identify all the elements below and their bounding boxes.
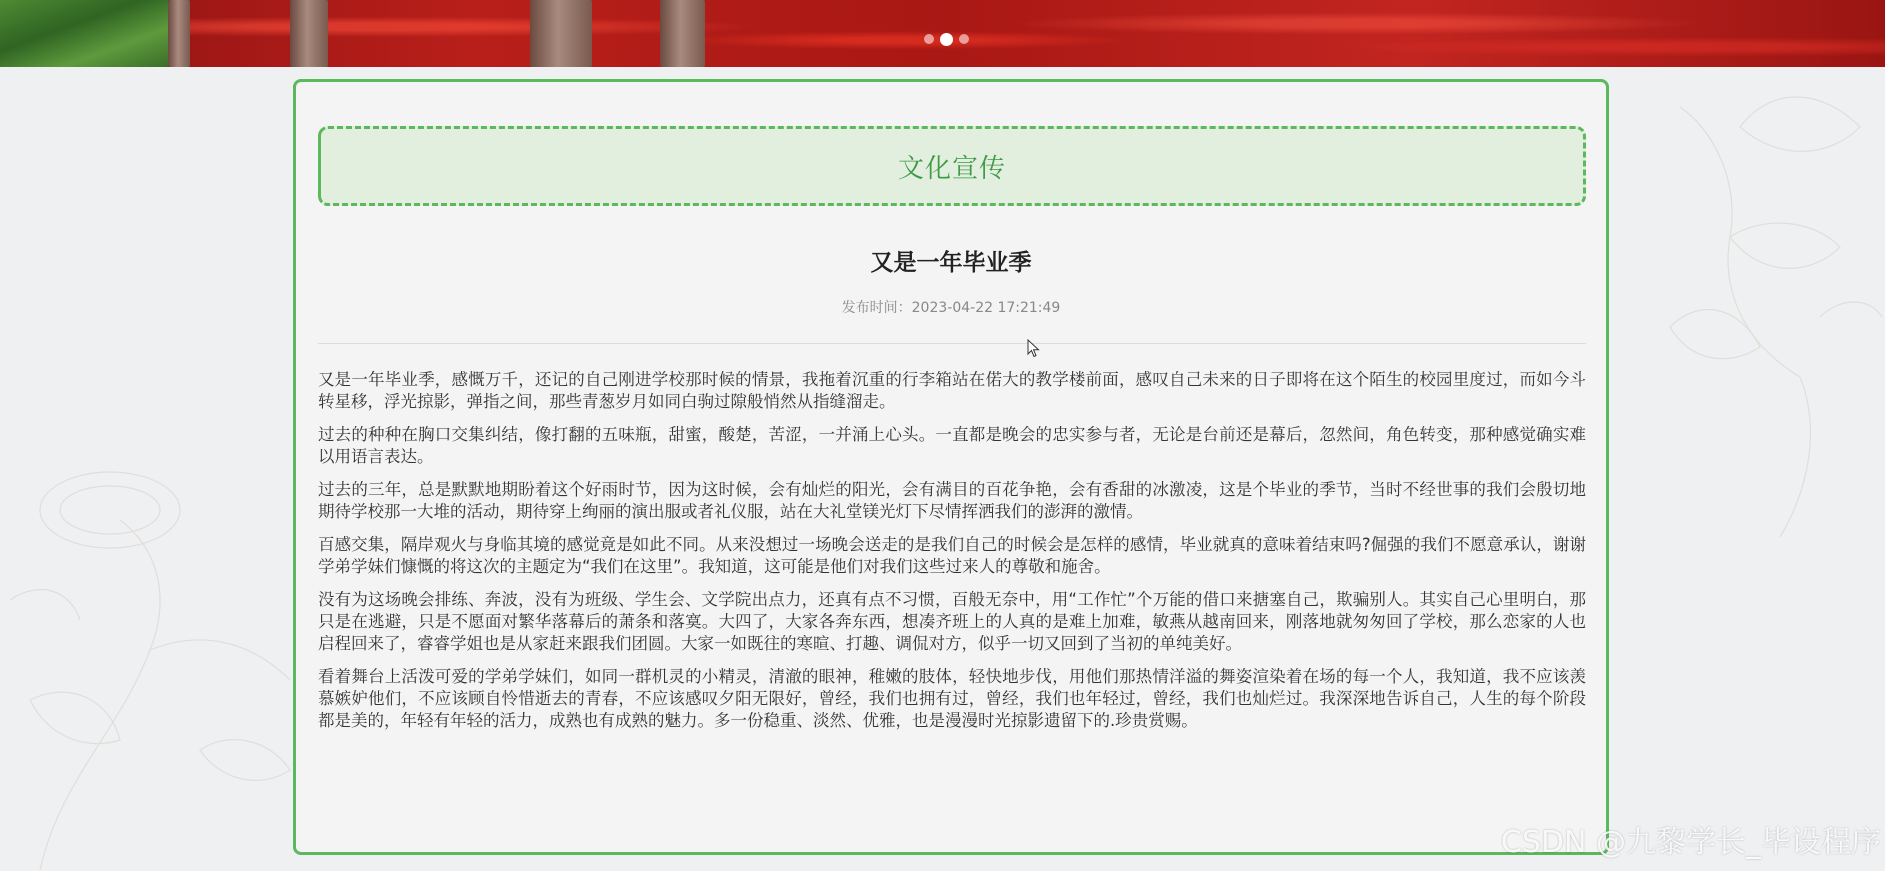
banner-tree-trunk (290, 0, 328, 67)
banner-tree-trunk (660, 0, 705, 67)
article-paragraph: 看着舞台上活泼可爱的学弟学妹们，如同一群机灵的小精灵，清澈的眼神，稚嫩的肢体，轻快地步伐，用他们那热情洋溢的舞姿渲染着在场的每一个人，我知道，我不应该羡慕嫉妒他们，不应该顾自怜惜逝去的青春，不应该感叹夕阳无限好，曾经，我们也拥有过，曾经，我们也年轻过，曾经，我们也灿烂过。我深深地告诉自己，人生的每个阶段都是美的，年轻有年轻的活力，成熟也有成熟的魅力。多一份稳重、淡然、优雅，也是漫漫时光掠影遗留下的.珍贵赏赐。 (318, 667, 1586, 730)
article-card (293, 79, 1609, 855)
section-header (318, 126, 1586, 206)
slide-indicator-1[interactable] (924, 34, 934, 44)
section-title: 文化宣传 (897, 153, 1006, 184)
article-title: 又是一年毕业季 (870, 250, 1032, 276)
csdn-watermark: CSDN @九黎学长_毕设程序 (1500, 825, 1881, 860)
lotus-decoration-left (0, 400, 300, 871)
article-publish-info (296, 297, 1606, 317)
article-paragraph: 又是一年毕业季，感慨万千，还记的自己刚进学校那时候的情景，我拖着沉重的行李箱站在偌大的教学楼前面，感叹自己未来的日子即将在这个陌生的校园里度过，而如今斗转星移，浮光掠影，弹指之间，那些青葱岁月如同白驹过隙般悄然从指缝溜走。 (318, 370, 1586, 411)
article-body (318, 369, 1586, 743)
article-paragraph: 没有为这场晚会排练、奔波，没有为班级、学生会、文学院出点力，还真有点不习惯，百般无奈中，用“工作忙”个万能的借口来搪塞自己，欺骗别人。其实自己心里明白，那只是在逃避，只是不愿面对繁华落幕后的萧条和落寞。大四了，大家各奔东西，想凑齐班上的人真的是难上加难，敏燕从越南回来，刚落地就匆匆回了学校，那么恋家的人也启程回来了，睿睿学姐也是从家赶来跟我们团圆。大家一如既往的寒暄、打趣、调侃对方，似乎一切又回到了当初的单纯美好。 (318, 590, 1586, 653)
banner-slideshow[interactable] (0, 0, 1885, 67)
lotus-decoration-right (1620, 67, 1885, 547)
slideshow-indicators (924, 34, 969, 46)
publish-label: 发布时间： (841, 300, 912, 316)
banner-image-grass (0, 0, 168, 67)
article-paragraph: 过去的三年，总是默默地期盼着这个好雨时节，因为这时候，会有灿烂的阳光，会有满目的百花争艳，会有香甜的冰激凌，这是个毕业的季节，当时不经世事的我们会殷切地期待学校那一大堆的活动，期待穿上绚丽的演出服或者礼仪服，站在大礼堂镁光灯下尽情挥洒我们的澎湃的激情。 (318, 480, 1586, 521)
banner-tree-trunk (530, 0, 592, 67)
slide-indicator-2[interactable] (940, 33, 953, 46)
publish-time: 2023-04-22 17:21:49 (911, 300, 1061, 316)
slide-indicator-3[interactable] (959, 34, 969, 44)
article-paragraph: 过去的种种在胸口交集纠结，像打翻的五味瓶，甜蜜，酸楚，苦涩，一并涌上心头。一直都是晚会的忠实参与者，无论是台前还是幕后，忽然间，角色转变，那种感觉确实难以用语言表达。 (318, 425, 1586, 466)
divider (318, 343, 1586, 344)
banner-tree-trunk (168, 0, 190, 67)
mouse-cursor-icon (1027, 339, 1041, 359)
article-paragraph: 百感交集，隔岸观火与身临其境的感觉竟是如此不同。从来没想过一场晚会送走的是我们自己的时候会是怎样的感情，毕业就真的意味着结束吗?倔强的我们不愿意承认，谢谢学弟学妹们慷慨的将这次的主题定为“我们在这里”。我知道，这可能是他们对我们这些过来人的尊敬和施舍。 (318, 535, 1586, 576)
